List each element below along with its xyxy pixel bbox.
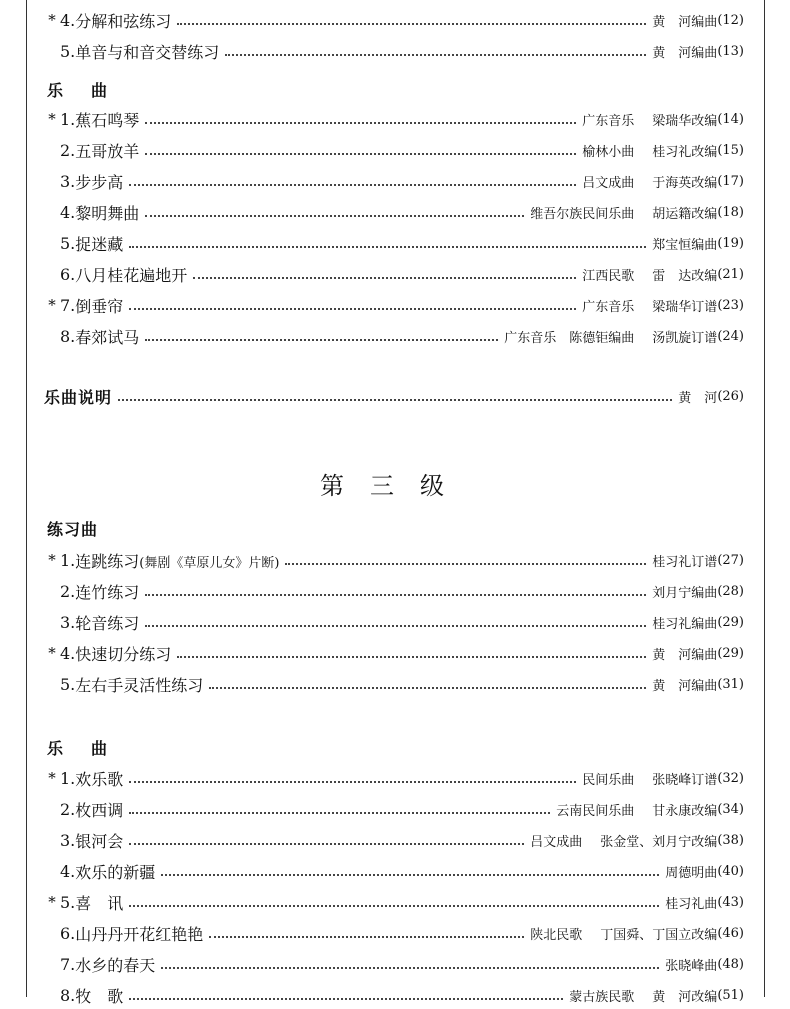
dot-leader <box>145 592 646 596</box>
entry-title <box>75 549 279 572</box>
entry-title: 五哥放羊 <box>75 141 140 161</box>
entry-origin: 吕文成曲 <box>530 834 583 850</box>
entry-credit: 桂习礼改编 <box>652 144 718 160</box>
toc-entry[interactable] <box>44 888 744 916</box>
dot-leader <box>145 623 646 627</box>
entry-credit: 黄 河编曲 <box>652 14 718 30</box>
toc-entry[interactable] <box>44 198 744 226</box>
entry-credit: 黄 河编曲 <box>652 647 718 663</box>
dot-leader <box>285 561 646 565</box>
entry-credit: 张晓峰曲 <box>665 958 718 974</box>
entry-title: 步步高 <box>75 172 124 192</box>
entry-page: (34) <box>717 801 744 817</box>
entry-page: (18) <box>717 204 744 220</box>
entry-number: 2. <box>60 581 76 601</box>
dot-leader <box>145 120 576 124</box>
entry-page: (28) <box>717 583 744 599</box>
dot-leader <box>129 779 576 783</box>
toc-entry[interactable] <box>44 826 744 854</box>
entry-number: 7. <box>60 954 76 974</box>
toc-entry[interactable] <box>44 6 744 34</box>
entry-number: 6. <box>60 923 76 943</box>
entry-credit: 胡运籍改编 <box>652 206 718 222</box>
entry-number: 2. <box>60 140 76 160</box>
toc-entry[interactable] <box>44 229 744 257</box>
entry-credit: 桂习礼曲 <box>665 896 718 912</box>
dot-leader <box>209 685 646 689</box>
dot-leader <box>145 337 498 341</box>
toc-entry[interactable] <box>44 37 744 65</box>
entry-title: 山丹丹开花红艳艳 <box>75 924 204 944</box>
entry-number: 5. <box>60 233 76 253</box>
entry-page: (48) <box>717 956 744 972</box>
dot-leader <box>161 965 659 969</box>
dot-leader <box>145 213 524 217</box>
toc-entry[interactable] <box>44 105 744 133</box>
entry-page: (51) <box>717 987 744 1003</box>
entry-title: 春郊试马 <box>75 327 140 347</box>
entry-page: (23) <box>717 297 744 313</box>
entry-title: 单音与和音交替练习 <box>75 42 220 62</box>
dot-leader <box>129 810 550 814</box>
entry-origin: 榆林小曲 <box>582 144 635 160</box>
entry-page: (38) <box>717 832 744 848</box>
entry-number: 5. <box>60 41 76 61</box>
toc-entry[interactable] <box>44 136 744 164</box>
dot-leader <box>129 182 576 186</box>
toc-entry[interactable] <box>44 546 744 574</box>
entry-origin: 江西民歌 <box>582 268 635 284</box>
entry-page: (17) <box>717 173 744 189</box>
dot-leader <box>161 872 659 876</box>
entry-number: 3. <box>60 171 76 191</box>
required-mark: * <box>48 110 56 128</box>
entry-number: 1. <box>60 550 76 570</box>
entry-number: 6. <box>60 264 76 284</box>
entry-number: 2. <box>60 799 76 819</box>
entry-title: 欢乐歌 <box>75 769 124 789</box>
toc-entry[interactable] <box>44 608 744 636</box>
toc-entry-notes[interactable] <box>44 382 744 410</box>
entry-title: 轮音练习 <box>75 613 140 633</box>
dot-leader <box>177 654 646 658</box>
entry-page: (19) <box>717 235 744 251</box>
entry-credit: 于海英改编 <box>652 175 718 191</box>
dot-leader <box>193 275 576 279</box>
entry-credit: 甘永康改编 <box>652 803 718 819</box>
entry-credit: 丁国舜、丁国立改编 <box>600 927 718 943</box>
entry-subtitle: (舞剧《草原儿女》片断) <box>139 555 280 571</box>
entry-page: (29) <box>717 645 744 661</box>
entry-page: (15) <box>717 142 744 158</box>
dot-leader <box>225 52 646 56</box>
dot-leader <box>129 306 576 310</box>
required-mark: * <box>48 296 56 314</box>
entry-title: 水乡的春天 <box>75 955 156 975</box>
entry-page: (27) <box>717 552 744 568</box>
entry-page: (21) <box>717 266 744 282</box>
required-mark: * <box>48 893 56 911</box>
entry-origin: 民间乐曲 <box>582 772 635 788</box>
toc-entry[interactable] <box>44 795 744 823</box>
dot-leader <box>129 841 524 845</box>
entry-number: 5. <box>60 674 76 694</box>
toc-entry[interactable] <box>44 981 744 1009</box>
toc-entry[interactable] <box>44 764 744 792</box>
entry-page: (14) <box>717 111 744 127</box>
entry-credit: 黄 河改编 <box>652 989 718 1005</box>
entry-origin: 广东音乐 <box>582 299 635 315</box>
entry-credit: 汤凯旋订谱 <box>652 330 718 346</box>
toc-entry[interactable] <box>44 950 744 978</box>
entry-origin: 广东音乐 陈德钜编曲 <box>504 330 635 346</box>
toc-entry[interactable] <box>44 322 744 350</box>
entry-number: 4. <box>60 643 76 663</box>
entry-title: 黎明舞曲 <box>75 203 140 223</box>
dot-leader <box>145 151 576 155</box>
entry-page: (29) <box>717 614 744 630</box>
entry-credit: 黄 河 <box>678 390 718 406</box>
entry-credit: 刘月宁编曲 <box>652 585 718 601</box>
entry-number: 3. <box>60 612 76 632</box>
entry-credit: 黄 河编曲 <box>652 45 718 61</box>
dot-leader <box>129 903 659 907</box>
entry-credit: 张金堂、刘月宁改编 <box>600 834 718 850</box>
entry-title: 分解和弦练习 <box>75 11 172 31</box>
entry-title: 倒垂帘 <box>75 296 124 316</box>
entry-page: (32) <box>717 770 744 786</box>
entry-number: 4. <box>60 861 76 881</box>
toc-entry[interactable] <box>44 167 744 195</box>
entry-credit: 黄 河编曲 <box>652 678 718 694</box>
notes-title: 乐曲说明 <box>44 387 113 407</box>
entry-number: 1. <box>60 109 76 129</box>
entry-title: 左右手灵活性练习 <box>75 675 204 695</box>
entry-credit: 桂习礼订谱 <box>652 554 718 570</box>
entry-page: (12) <box>717 12 744 28</box>
entry-credit: 周德明曲 <box>665 865 718 881</box>
required-mark: * <box>48 644 56 662</box>
entry-title: 牧 歌 <box>75 986 124 1006</box>
entry-title-main: 连跳练习 <box>75 551 140 571</box>
entry-page: (13) <box>717 43 744 59</box>
entry-origin: 陕北民歌 <box>530 927 583 943</box>
entry-page: (26) <box>717 388 744 404</box>
entry-title: 八月桂花遍地开 <box>75 265 188 285</box>
entry-credit: 梁瑞华订谱 <box>652 299 718 315</box>
entry-credit: 张晓峰订谱 <box>652 772 718 788</box>
section-heading-music: 乐 曲 <box>47 739 114 758</box>
dot-leader <box>177 21 646 25</box>
entry-page: (24) <box>717 328 744 344</box>
entry-page: (43) <box>717 894 744 910</box>
level-title: 第三级 <box>320 472 470 500</box>
toc-entry[interactable] <box>44 857 744 885</box>
entry-origin: 广东音乐 <box>582 113 635 129</box>
toc-entry[interactable] <box>44 291 744 319</box>
required-mark: * <box>48 11 56 29</box>
required-mark: * <box>48 769 56 787</box>
entry-origin: 蒙古族民歌 <box>569 989 635 1005</box>
entry-credit: 郑宝恒编曲 <box>652 237 718 253</box>
entry-page: (31) <box>717 676 744 692</box>
entry-title: 捉迷藏 <box>75 234 124 254</box>
entry-number: 7. <box>60 295 76 315</box>
entry-number: 4. <box>60 202 76 222</box>
entry-title: 银河会 <box>75 831 124 851</box>
entry-origin: 吕文成曲 <box>582 175 635 191</box>
entry-credit: 桂习礼编曲 <box>652 616 718 632</box>
entry-title: 喜 讯 <box>75 893 124 913</box>
entry-title: 蕉石鸣琴 <box>75 110 140 130</box>
entry-number: 8. <box>60 326 76 346</box>
entry-title: 欢乐的新疆 <box>75 862 156 882</box>
required-mark: * <box>48 551 56 569</box>
entry-credit: 梁瑞华改编 <box>652 113 718 129</box>
entry-title: 快速切分练习 <box>75 644 172 664</box>
entry-origin: 云南民间乐曲 <box>556 803 635 819</box>
toc-entry[interactable] <box>44 670 744 698</box>
entry-title: 枚西调 <box>75 800 124 820</box>
toc-entry[interactable] <box>44 577 744 605</box>
entry-title: 连竹练习 <box>75 582 140 602</box>
toc-entry[interactable] <box>44 260 744 288</box>
entry-number: 8. <box>60 985 76 1005</box>
entry-number: 3. <box>60 830 76 850</box>
section-heading-music: 乐 曲 <box>47 81 114 100</box>
dot-leader <box>129 244 646 248</box>
dot-leader <box>209 934 524 938</box>
entry-origin: 维吾尔族民间乐曲 <box>530 206 635 222</box>
toc-entry[interactable] <box>44 919 744 947</box>
toc-entry[interactable] <box>44 639 744 667</box>
dot-leader <box>118 397 672 401</box>
entry-number: 4. <box>60 10 76 30</box>
entry-number: 1. <box>60 768 76 788</box>
section-heading-etudes: 练习曲 <box>47 520 99 539</box>
entry-number: 5. <box>60 892 76 912</box>
entry-page: (40) <box>717 863 744 879</box>
entry-page: (46) <box>717 925 744 941</box>
entry-credit: 雷 达改编 <box>652 268 718 284</box>
